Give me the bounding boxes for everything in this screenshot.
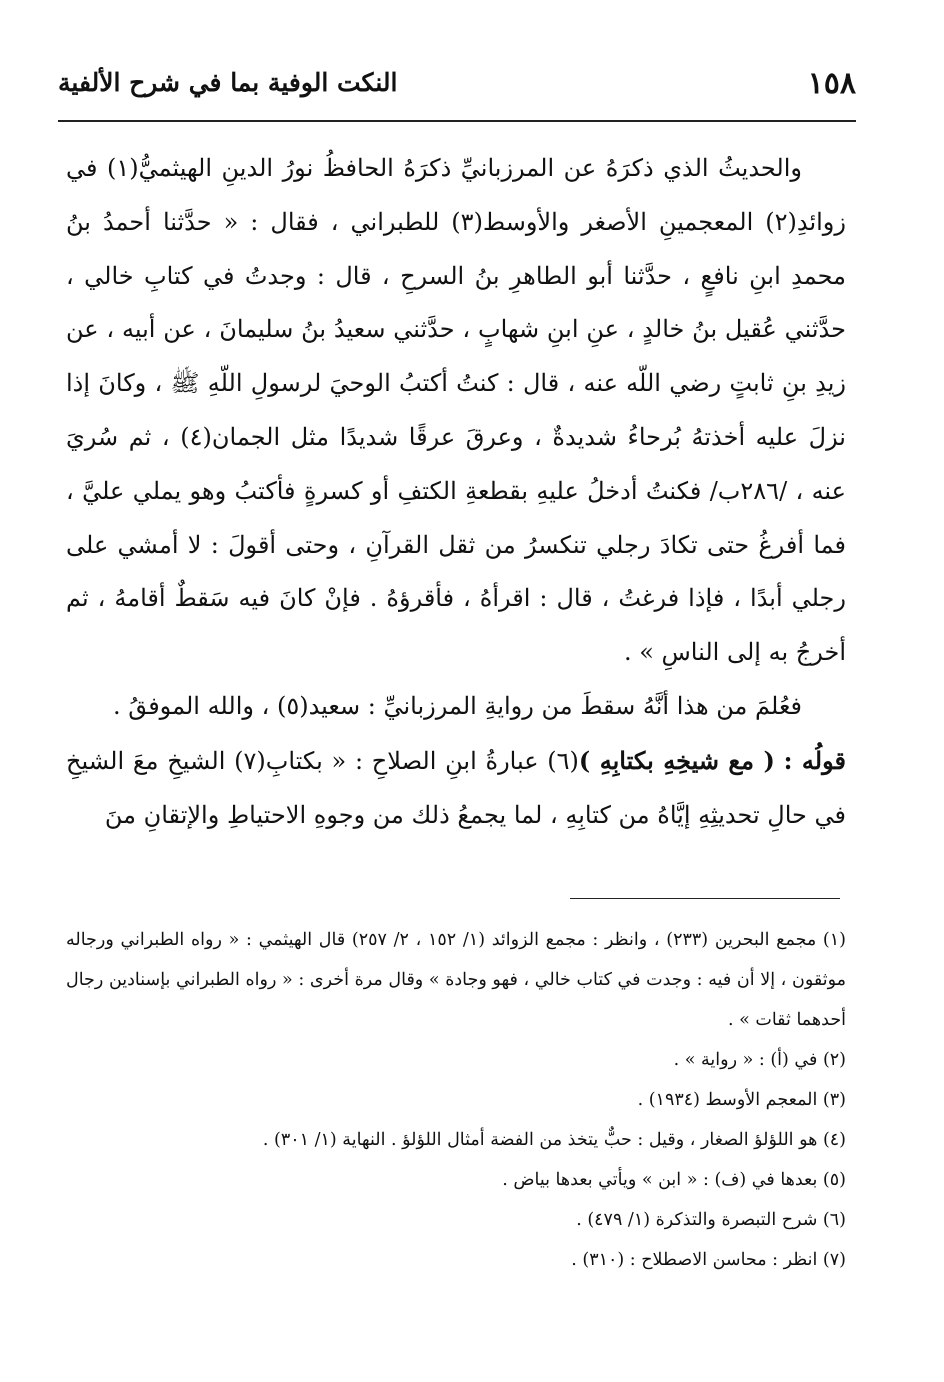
running-title: النكت الوفية بما في شرح الألفية <box>58 68 398 97</box>
footnotes <box>66 920 846 1280</box>
header-divider <box>58 120 856 122</box>
commentary-quote: ( مع شيخِهِ بكتابِهِ ) <box>578 745 775 775</box>
footnote-2: (٢) في (أ) : « رواية » . <box>673 1050 846 1070</box>
page-header <box>58 66 856 116</box>
commentary-lead: قولُه : <box>783 745 846 775</box>
footnote-1: (١) مجمع البحرين (٢٣٣) ، وانظر : مجمع الزوائد (١/ ١٥٢ ، ٢/ ٢٥٧) قال الهيثمي : « رواه الطبراني ورجاله موثقون ، إلا أن فيه : وجدت في كتاب خالي ، فهو وجادة » وقال مرة أخرى : « رواه الطبراني بإسنادين رجال أحدهما ثقات » . <box>66 930 846 1030</box>
footnote-5: (٥) بعدها في (ف) : « ابن » ويأتي بعدها بياض . <box>502 1170 846 1190</box>
footnote-4: (٤) هو اللؤلؤ الصغار ، وقيل : حبٌّ يتخذ من الفضة أمثال اللؤلؤ . النهاية (١/ ٣٠١) . <box>262 1130 846 1150</box>
paragraph-conclusion: فعُلمَ من هذا أنَّهُ سقطَ من روايةِ المرزبانيِّ : سعيد(٥) ، والله الموفقُ . <box>112 691 802 720</box>
paragraph-commentary <box>66 734 846 843</box>
commentary-text: (٦) عبارةُ ابنِ الصلاحِ : « بكتابِ(٧) الشيخِ معَ الشيخِ في حالِ تحديثِهِ إيَّاهُ من كتابِهِ ، لما يجمعُ ذلك من وجوهِ الاحتياطِ والإتقانِ منَ <box>66 746 846 829</box>
main-text <box>66 142 846 842</box>
footnote-6: (٦) شرح التبصرة والتذكرة (١/ ٤٧٩) . <box>576 1210 846 1230</box>
paragraph-hadith: والحديثُ الذي ذكرَهُ عن المرزبانيِّ ذكرَهُ الحافظُ نورُ الدينِ الهيثميُّ(١) في زوائدِ(٢) المعجمينِ الأصغر والأوسط(٣) للطبراني ، فقال : « حدَّثنا أحمدُ بنُ محمدِ ابنِ نافعٍ ، حدَّثنا أبو الطاهرِ بنُ السرحِ ، قال : وجدتُ في كتابِ خالي ، حدَّثني عُقيل بنُ خالدٍ ، عنِ ابنِ شهابٍ ، حدَّثني سعيدُ بنُ سليمانَ ، عن أبيه ، عن زيدِ بنِ ثابتٍ رضي اللّه عنه ، قال : كنتُ أكتبُ الوحيَ لرسولِ اللّهِ ﷺ ، وكانَ إذا نزلَ عليه أخذتهُ بُرحاءُ شديدةٌ ، وعرقَ عرقًا شديدًا مثل الجمان(٤) ، ثم سُريَ عنه ، /٢٨٦ب/ فكنتُ أدخلُ عليهِ بقطعةِ الكتفِ أو كسرةٍ فأكتبُ وهو يملي عليَّ ، فما أفرغُ حتى تكادَ رجلي تنكسرُ من ثقل القرآنِ ، وحتى أقولَ : لا أمشي على رجلي أبدًا ، فإذا فرغتُ ، قال : اقرأهُ ، فأقرؤهُ . فإنْ كانَ فيه سَقطٌ أقامهُ ، ثم أخرجُ به إلى الناسِ » . <box>66 154 846 667</box>
footnote-divider <box>570 898 840 899</box>
footnote-7: (٧) انظر : محاسن الاصطلاح : (٣١٠) . <box>571 1250 846 1270</box>
footnote-3: (٣) المعجم الأوسط (١٩٣٤) . <box>637 1090 846 1110</box>
page-number: ١٥٨ <box>807 66 856 101</box>
